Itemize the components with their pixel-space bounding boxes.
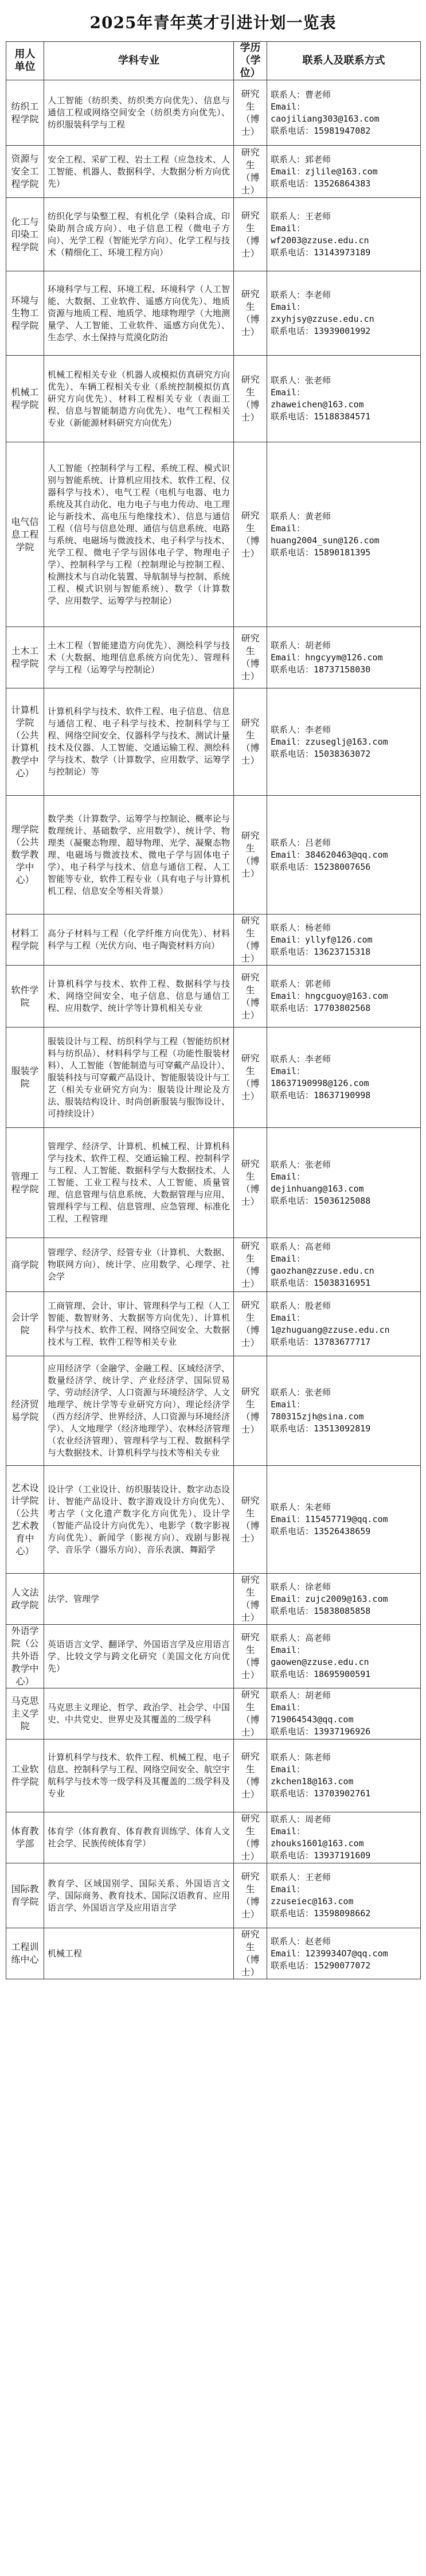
contact-line: 联系电话：17703802568 xyxy=(271,1003,371,1013)
major-cell: 计算机科学与技术、软件工程、数据科学与技术、网络空间安全、电子信息、信息与通信工程、应用数学、统计学等计算机相关专业 xyxy=(44,966,234,1028)
header-unit: 用人单位 xyxy=(6,42,44,80)
contact-line: Email： xyxy=(271,1312,306,1323)
degree-cell: 研究生（博士） xyxy=(234,1740,267,1812)
degree-cell: 研究生（博士） xyxy=(234,1812,267,1863)
major-cell: 计算机科学与技术、软件工程、机械工程、电子信息、控制科学与工程、网络空间安全、航空宇航科学与技术等一级学科及其覆盖的二级学科及专业 xyxy=(44,1740,234,1812)
contact-line: 联系电话：18737158030 xyxy=(271,664,371,675)
contact-line: Email： xyxy=(271,523,306,534)
contact-line: 联系电话：15238007656 xyxy=(271,861,371,872)
major-cell: 安全工程、采矿工程、岩土工程（应急技术、人工智能、机器人、数据科学、大数据分析方向优先） xyxy=(44,146,234,198)
header-major: 学科专业 xyxy=(44,42,234,80)
major-cell: 人工智能（纺织类、纺织类方向优先）、信息与通信工程或网络空间安全（纺织类方向优先）、纺织服装科学与工程 xyxy=(44,80,234,146)
contact-line: zzuseiec@163.com xyxy=(271,1896,354,1906)
table-row xyxy=(6,1292,421,1356)
contact-cell xyxy=(267,1356,421,1466)
unit-cell: 工业软件学院 xyxy=(6,1740,44,1812)
unit-cell: 电气信息工程学院 xyxy=(6,442,44,627)
contact-cell xyxy=(267,80,421,146)
degree-cell: 研究生（博士） xyxy=(234,1292,267,1356)
major-cell: 数学类（计算数学、运筹学与控制论、概率论与数理统计、基础数学、应用数学）、统计学、物理类（凝聚态物理、超导物理、光学、凝聚态物理、电磁场与微波技术、微电子学与固体电子学）、电子科学与技术、信息与通信工程、人工智能等专业，软件工程专业（具有电子与计算机机工程、信息安全等相关背景） xyxy=(44,796,234,915)
contact-line: Email：zjlile@163.com xyxy=(271,166,378,177)
contact-line: 联系电话：13623715318 xyxy=(271,946,371,957)
contact-cell xyxy=(267,1625,421,1688)
contact-cell xyxy=(267,627,421,688)
major-cell: 环境科学与工程、环境工程、环境科学（人工智能、大数据、工业软件、遥感方向优先）、地质资源与地质工程、地质学、地球物理学（大地测量学、人工智能、工业软件、遥感方向优先）、生态学、水土保持与荒漠化防治 xyxy=(44,271,234,356)
contact-line: Email：1239934O7@qq.com xyxy=(271,1948,388,1959)
contact-line: 联系人：杨老师 xyxy=(271,922,331,933)
contact-cell xyxy=(267,1574,421,1625)
major-cell: 应用经济学（金融学、金融工程、区域经济学、数量经济学、统计学、产业经济学、国际贸易学、劳动经济学、人口资源与环境经济学、人文地理学、统计学等专业研究方向）、理论经济学（西方经济学、世界经济、人口资源与环境经济学）、人文地理学（经济地理学）、农林经济管理（农业经济管理）、管理科学与工程、数据科学与大数据技术、计算机科学与技术等相关专业 xyxy=(44,1356,234,1466)
contact-cell xyxy=(267,1128,421,1238)
contact-line: 联系人：王老师 xyxy=(271,211,331,221)
contact-cell xyxy=(267,1812,421,1863)
contact-line: Email：hngcyym@126.com xyxy=(271,652,383,663)
contact-cell xyxy=(267,915,421,966)
contact-line: 联系电话：13703902761 xyxy=(271,1788,371,1799)
contact-line: 1@zhuguang@zzuse.edu.cn xyxy=(271,1324,390,1335)
table-row xyxy=(6,1928,421,1979)
major-cell: 英语语言文学、翻译学、外国语言学及应用语言学、比较文学与跨文化研究（美国文化方向优先） xyxy=(44,1625,234,1688)
contact-cell xyxy=(267,271,421,356)
contact-line: Email： xyxy=(271,1702,306,1713)
contact-line: Email： xyxy=(271,1884,306,1894)
contact-line: 联系电话：15188384571 xyxy=(271,411,371,422)
contact-cell xyxy=(267,442,421,627)
table-row xyxy=(6,356,421,442)
contact-line: 联系人：胡老师 xyxy=(271,1690,331,1701)
table-row xyxy=(6,1128,421,1238)
contact-line: Email： xyxy=(271,1826,306,1836)
table-row xyxy=(6,1466,421,1574)
major-cell: 工商管理、会计、审计、管理科学与工程（人工智能、数智财务、大数据等方向优先）、计算机科学与技术、软件工程、网络空间安全、大数据技术与工程、软件工程等相关专业 xyxy=(44,1292,234,1356)
unit-cell: 经济贸易学院 xyxy=(6,1356,44,1466)
contact-cell xyxy=(267,198,421,271)
unit-cell: 商学院 xyxy=(6,1238,44,1292)
contact-line: 联系人：张老师 xyxy=(271,1159,331,1170)
table-row xyxy=(6,146,421,198)
major-cell: 服装设计与工程、纺织科学与工程（智能纺织材料与纺织品）、材料科学与工程（功能性服装材料）、人工智能（智能制造与可穿戴产品设计）、服装科技与可穿戴产品设计、智能服装设计与工艺（相关专业研究方向为：服装设计理论及方法、服装结构设计、时尚创新服装与服饰设计、可持续设计） xyxy=(44,1028,234,1128)
unit-cell: 管理工程学院 xyxy=(6,1128,44,1238)
table-row xyxy=(6,915,421,966)
contact-line: 联系人：朱老师 xyxy=(271,1502,331,1512)
unit-cell: 环境与生物工程学院 xyxy=(6,271,44,356)
table-row xyxy=(6,688,421,796)
contact-line: 18637190998@126.com xyxy=(271,1078,369,1088)
contact-cell xyxy=(267,1238,421,1292)
contact-line: zkchen18@163.com xyxy=(271,1776,354,1787)
contact-line: 联系电话：13513092819 xyxy=(271,1423,371,1434)
major-cell: 人工智能（控制科学与工程、系统工程、模式识别与智能系统、计算机应用技术、软件工程、仪器科学与技术）、电气工程（电机与电器、电力系统及其自动化、电力电子与电力传动、电工理论与新技术、高电压与绝缘技术）、信息与通信工程（信号与信息处理、通信与信息系统、电路与系统、电磁场与微波技术、电子科学与技术、光学工程、微电子学与固体电子学、物理电子学）、控制科学与工程（控制理论与控制工程、检测技术与自动化装置、导航制导与控制、系统工程、模式识别与智能系统）、数学（计算数学、应用数学、运筹学与控制论） xyxy=(44,442,234,627)
contact-cell xyxy=(267,688,421,796)
contact-cell xyxy=(267,1740,421,1812)
degree-cell: 研究生（博士） xyxy=(234,1928,267,1979)
degree-cell: 研究生（博士） xyxy=(234,146,267,198)
major-cell: 体育学（体育教育、体育教育训练学、体育人文社会学、民族传统体育学） xyxy=(44,1812,234,1863)
contact-line: 联系人：陈老师 xyxy=(271,1752,331,1762)
major-cell: 机械工程 xyxy=(44,1928,234,1979)
degree-cell: 研究生（博士） xyxy=(234,1863,267,1928)
page-title: 2025年青年英才引进计划一览表 xyxy=(89,13,337,32)
unit-cell: 纺织工程学院 xyxy=(6,80,44,146)
contact-line: 联系人：赵老师 xyxy=(271,1936,331,1947)
contact-line: 联系电话：15038363072 xyxy=(271,748,371,759)
contact-cell xyxy=(267,1466,421,1574)
contact-line: Email： xyxy=(271,1253,306,1264)
contact-line: zxyhjsy@zzuse.edu.cn xyxy=(271,314,374,324)
degree-cell: 研究生（博士） xyxy=(234,796,267,915)
contact-line: 联系电话：13143973189 xyxy=(271,247,371,258)
contact-line: Email： xyxy=(271,387,306,398)
contact-line: 联系人：殷老师 xyxy=(271,1300,331,1311)
contact-line: 联系人：王老师 xyxy=(271,1872,331,1882)
contact-line: Email： xyxy=(271,1764,306,1775)
contact-line: 联系人：高老师 xyxy=(271,1633,331,1643)
unit-cell: 理学院（公共数学教学中心） xyxy=(6,796,44,915)
contact-line: 联系电话：13937196926 xyxy=(271,1726,371,1737)
table-header-row xyxy=(6,42,421,80)
contact-cell xyxy=(267,1688,421,1740)
contact-line: 联系人：曹老师 xyxy=(271,89,331,100)
major-cell: 高分子材料与工程（化学纤维方向优先）、材料科学与工程（光伏方向、电子陶瓷材料方向） xyxy=(44,915,234,966)
contact-line: 联系人：胡老师 xyxy=(271,640,331,651)
contact-line: zhouks1601@163.com xyxy=(271,1838,364,1849)
contact-cell xyxy=(267,146,421,198)
contact-line: 联系电话：13937191609 xyxy=(271,1850,371,1861)
contact-line: 780315zjh@sina.com xyxy=(271,1411,364,1422)
contact-line: 联系电话：13939001992 xyxy=(271,326,371,336)
contact-cell xyxy=(267,966,421,1028)
contact-line: Email： xyxy=(271,223,306,234)
contact-line: Email： xyxy=(271,1171,306,1182)
contact-line: Email：384620463@qq.com xyxy=(271,849,388,860)
unit-cell: 软件学院 xyxy=(6,966,44,1028)
contact-line: 联系电话：13598098662 xyxy=(271,1908,371,1919)
unit-cell: 体育教学部 xyxy=(6,1812,44,1863)
unit-cell: 土木工程学院 xyxy=(6,627,44,688)
unit-cell: 马克思主义学院 xyxy=(6,1688,44,1740)
contact-line: 联系人：李老师 xyxy=(271,1054,331,1064)
unit-cell: 艺术设计学院（公共艺术教育中心） xyxy=(6,1466,44,1574)
table-row xyxy=(6,1688,421,1740)
contact-line: zhaweichen@163.com xyxy=(271,399,364,410)
contact-line: 联系电话：18637190998 xyxy=(271,1090,371,1100)
unit-cell: 国际教育学院 xyxy=(6,1863,44,1928)
degree-cell: 研究生（博士） xyxy=(234,198,267,271)
table-row xyxy=(6,1863,421,1928)
contact-line: 联系电话：15038316951 xyxy=(271,1277,371,1288)
contact-cell xyxy=(267,796,421,915)
table-row xyxy=(6,1356,421,1466)
major-cell: 纺织化学与染整工程、有机化学（染料合成、印染助剂合成方向）、电子信息工程（微电子方向）、光学工程（智能光学方向）、化学工程与技术（精细化工、环境工程方向） xyxy=(44,198,234,271)
unit-cell: 机械工程学院 xyxy=(6,356,44,442)
major-cell: 管理学、经济学、经管专业（计算机、大数据、物联网方向）、统计学、应用数学、心理学、社会学 xyxy=(44,1238,234,1292)
contact-line: Email：zzuseglj@163.com xyxy=(271,736,388,747)
contact-line: Email： xyxy=(271,1645,306,1655)
table-row xyxy=(6,80,421,146)
header-contact: 联系人及联系方式 xyxy=(267,42,421,80)
major-cell: 机械工程相关专业（机器人或模拟仿真研究方向优先）、车辆工程相关专业（系统控制模拟仿真研究方向优先）、材料工程相关专业（表面工程、信息与智能制造方向优先）、电气工程相关专业（新能源材料研究方向优先） xyxy=(44,356,234,442)
degree-cell: 研究生（博士） xyxy=(234,966,267,1028)
major-cell: 管理学、经济学、计算机、机械工程、计算机科学与技术、软件工程、交通运输工程、控制科学与工程、人工智能、数据科学与大数据技术、人工智能、工业工程与技术、人工智能、质量管理、信息管理与信息系统、大数据管理与应用、管理科学与工程、信息管理、应急管理、标准化工程、工程管理 xyxy=(44,1128,234,1238)
major-cell: 土木工程（智能建造方向优先）、测绘科学与技术（大数据、地理信息系统方向优先）、管理科学与工程（运筹学与控制论） xyxy=(44,627,234,688)
contact-line: 联系人：李老师 xyxy=(271,290,331,300)
unit-cell: 会计学院 xyxy=(6,1292,44,1356)
table-row xyxy=(6,271,421,356)
contact-line: gaowen@zzuse.edu.cn xyxy=(271,1657,369,1667)
contact-line: Email：hngcguoy@163.com xyxy=(271,991,388,1001)
contact-line: 联系人：郅老师 xyxy=(271,154,331,165)
unit-cell: 工程训练中心 xyxy=(6,1928,44,1979)
degree-cell: 研究生（博士） xyxy=(234,915,267,966)
degree-cell: 研究生（博士） xyxy=(234,1028,267,1128)
contact-line: 联系电话：13526438659 xyxy=(271,1526,371,1536)
recruitment-table xyxy=(6,41,421,1979)
major-cell: 法学、管理学 xyxy=(44,1574,234,1625)
unit-cell: 化工与印染工程学院 xyxy=(6,198,44,271)
contact-line: 联系人：徐老师 xyxy=(271,1581,331,1592)
table-row xyxy=(6,1238,421,1292)
unit-cell: 服装学院 xyxy=(6,1028,44,1128)
contact-line: 联系人：吕老师 xyxy=(271,837,331,848)
contact-line: Email：115457719@qq.com xyxy=(271,1514,388,1524)
contact-line: Email： xyxy=(271,1399,306,1410)
unit-cell: 材料工程学院 xyxy=(6,915,44,966)
contact-line: 联系人：李老师 xyxy=(271,724,331,735)
table-body xyxy=(6,80,421,1979)
degree-cell: 研究生（博士） xyxy=(234,688,267,796)
contact-cell xyxy=(267,1292,421,1356)
table-row xyxy=(6,627,421,688)
contact-cell xyxy=(267,356,421,442)
contact-line: wf2003@zzuse.edu.cn xyxy=(271,235,369,246)
contact-line: 联系电话：15036125088 xyxy=(271,1195,371,1206)
contact-line: Email： xyxy=(271,302,306,312)
degree-cell: 研究生（博士） xyxy=(234,1625,267,1688)
contact-cell xyxy=(267,1928,421,1979)
table-row xyxy=(6,1028,421,1128)
table-row xyxy=(6,966,421,1028)
contact-line: huang2004_sun@126.com xyxy=(271,535,380,546)
contact-line: 联系人：郭老师 xyxy=(271,979,331,989)
contact-line: 719064543@qq.com xyxy=(271,1714,354,1725)
degree-cell: 研究生（博士） xyxy=(234,356,267,442)
contact-line: 联系电话：15838085858 xyxy=(271,1605,371,1616)
table-row xyxy=(6,1625,421,1688)
contact-line: 联系人：周老师 xyxy=(271,1814,331,1824)
contact-line: Email：zujc2009@163.com xyxy=(271,1593,388,1604)
contact-cell xyxy=(267,1028,421,1128)
contact-line: Email： xyxy=(271,1066,306,1076)
table-row xyxy=(6,442,421,627)
major-cell: 教育学、区域国别学、国际关系、外国语言文学、国际商务、教育技术、国际汉语教育、应用语言学、外国语言学及应用语言学 xyxy=(44,1863,234,1928)
contact-line: 联系电话：15890181395 xyxy=(271,547,371,558)
contact-line: 联系电话：15981947082 xyxy=(271,125,371,136)
table-row xyxy=(6,1574,421,1625)
contact-line: 联系电话：13783677717 xyxy=(271,1336,371,1347)
contact-cell xyxy=(267,1863,421,1928)
contact-line: Email： xyxy=(271,101,306,112)
table-row xyxy=(6,1812,421,1863)
table-row xyxy=(6,796,421,915)
unit-cell: 外语学院（公共外语教学中心） xyxy=(6,1625,44,1688)
contact-line: 联系电话：13526864383 xyxy=(271,178,371,189)
contact-line: Email：yllyf@126.com xyxy=(271,934,373,945)
contact-line: 联系电话：15290077072 xyxy=(271,1960,371,1971)
contact-line: 联系人：高老师 xyxy=(271,1241,331,1252)
degree-cell: 研究生（博士） xyxy=(234,1356,267,1466)
major-cell: 马克思主义理论、哲学、政治学、社会学、中国史、中共党史、世界史及其覆盖的二级学科 xyxy=(44,1688,234,1740)
degree-cell: 研究生（博士） xyxy=(234,271,267,356)
table-row xyxy=(6,1740,421,1812)
degree-cell: 研究生（博士） xyxy=(234,1128,267,1238)
major-cell: 设计学（工业设计、纺织服装设计、数字动态设计、智能产品设计、数字游戏设计方向优先）、考古学（文化遗产数字化方向优先）、设计学（智能产品设计方向优先）、电影学（数字影视方向优先）、新闻学（影视方向）、戏剧与影视学、音乐学（器乐方向）、音乐表演、舞蹈学 xyxy=(44,1466,234,1574)
unit-cell: 资源与安全工程学院 xyxy=(6,146,44,198)
header-degree: 学历（学位） xyxy=(234,42,267,80)
contact-line: 联系电话：18695900591 xyxy=(271,1669,371,1679)
contact-line: dejinhuang@163.com xyxy=(271,1183,364,1194)
contact-line: 联系人：张老师 xyxy=(271,1387,331,1398)
degree-cell: 研究生（博士） xyxy=(234,1688,267,1740)
degree-cell: 研究生（博士） xyxy=(234,442,267,627)
major-cell: 计算机科学与技术、软件工程、电子信息、信息与通信工程、电子科学与技术、控制科学与工程、网络空间安全、仪器科学与技术、测试计量技术及仪器、人工智能、交通运输工程、测绘科学与技术、数学（计算数学、应用数学、运筹学与控制论）等 xyxy=(44,688,234,796)
degree-cell: 研究生（博士） xyxy=(234,80,267,146)
degree-cell: 研究生（博士） xyxy=(234,1466,267,1574)
contact-line: 联系人：张老师 xyxy=(271,375,331,386)
degree-cell: 研究生（博士） xyxy=(234,1238,267,1292)
degree-cell: 研究生（博士） xyxy=(234,1574,267,1625)
contact-line: gaozhan@zzuse.edu.cn xyxy=(271,1265,374,1276)
unit-cell: 计算机学院（公共计算机教学中心） xyxy=(6,688,44,796)
contact-line: caojiliang303@163.com xyxy=(271,113,380,124)
table-row xyxy=(6,198,421,271)
degree-cell: 研究生（博士） xyxy=(234,627,267,688)
contact-line: 联系人：黄老师 xyxy=(271,511,331,522)
unit-cell: 人文法政学院 xyxy=(6,1574,44,1625)
